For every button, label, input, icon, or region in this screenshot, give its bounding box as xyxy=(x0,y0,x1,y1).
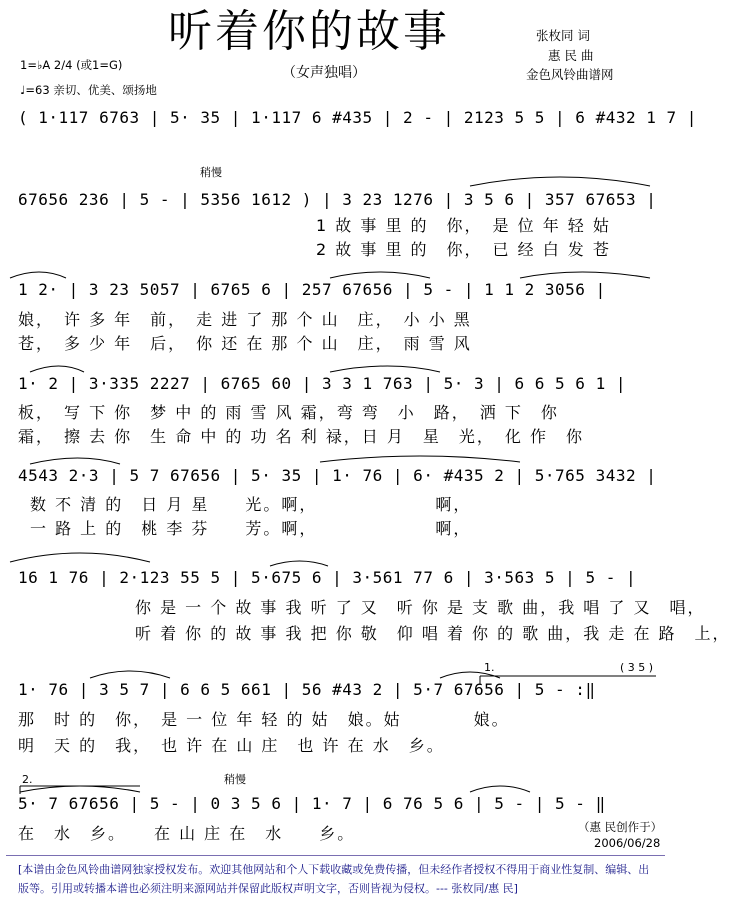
lyric-row-7-verse-1: 那 时 的 你， 是 一 位 年 轻 的 姑 娘。姑 娘。 xyxy=(18,710,510,729)
composer-credit: 惠 民 曲 xyxy=(548,48,594,63)
site-credit: 金色风铃曲谱网 xyxy=(526,67,614,82)
lyric-row-4-verse-1: 板， 写 下 你 梦 中 的 雨 雪 风 霜，弯 弯 小 路， 洒 下 你 xyxy=(18,403,559,422)
lyric-row-5-verse-2: 一 路 上 的 桃 李 芬 芳。啊， 啊， xyxy=(30,519,472,538)
copyright-footer xyxy=(6,855,665,901)
lyric-row-6-verse-2: 听 着 你 的 故 事 我 把 你 敬 仰 唱 着 你 的 歌 曲，我 走 在 路 上， xyxy=(135,624,731,643)
lyric-row-5-verse-1: 数 不 清 的 日 月 星 光。啊， 啊， xyxy=(30,495,472,514)
ending-label-2: 2. xyxy=(22,773,33,786)
lyric-row-3-verse-2: 苍， 多 少 年 后， 你 还 在 那 个 山 庄， 雨 雪 风 xyxy=(18,334,472,353)
lyric-row-4-verse-2: 霜， 擦 去 你 生 命 中 的 功 名 利 禄，日 月 星 光， 化 作 你 xyxy=(18,427,584,446)
song-title: 听着你的故事 xyxy=(168,6,450,57)
tempo-marking: ♩=63 亲切、优美、颂扬地 xyxy=(20,83,157,97)
song-subtitle: （女声独唱） xyxy=(282,65,366,81)
notation-row-1: ( 1·117 6763 | 5· 35 | 1·117 6 #435 | 2 - | 2123 5 5 | 6 #432 1 7 | xyxy=(18,108,697,127)
notation-row-7: 1· 76 | 3 5 7 | 6 6 5 661 | 56 #43 2 | 5·7 67656 | 5 - :‖ xyxy=(18,680,596,699)
expression-mark-2: 稍慢 xyxy=(224,773,246,786)
lyric-row-8: 在 水 乡。 在 山 庄 在 水 乡。 xyxy=(18,824,356,843)
notation-row-6: 16 1 76 | 2·123 55 5 | 5·675 6 | 3·561 77 6 | 3·563 5 | 5 - | xyxy=(18,568,637,587)
notation-row-4: 1· 2 | 3·335 2227 | 6765 60 | 3 3 1 763 | 5· 3 | 6 6 5 6 1 | xyxy=(18,374,626,393)
notation-row-3: 1 2· | 3 23 5057 | 6765 6 | 257 67656 | 5 - | 1 1 2 3056 | xyxy=(18,280,606,299)
composition-date: 2006/06/28 xyxy=(594,836,661,850)
copyright-text: [本谱由金色风铃曲谱网独家授权发布。欢迎其他网站和个人下载收藏或免费传播，但未经作者授权不得用于商业性复制、编辑、出版等。引用或转播本谱也必须注明来源网站并保留此版权声明文字，否则皆视为侵权。--- 张枚同/惠 民] xyxy=(18,863,650,895)
lyric-row-3-verse-1: 娘， 许 多 年 前， 走 进 了 那 个 山 庄， 小 小 黑 xyxy=(18,310,472,329)
author-note: （惠 民创作于） xyxy=(578,820,663,834)
lyric-row-2-verse-1: 1 故 事 里 的 你， 是 位 年 轻 姑 xyxy=(316,216,611,235)
lyric-row-6-verse-1: 你 是 一 个 故 事 我 听 了 又 听 你 是 支 歌 曲，我 唱 了 又 唱， xyxy=(135,598,706,617)
notation-row-2: 67656 236 | 5 - | 5356 1612 ) | 3 23 1276 | 3 5 6 | 357 67653 | xyxy=(18,190,657,209)
expression-mark: 稍慢 xyxy=(200,166,222,179)
lyric-row-7-verse-2: 明 天 的 我， 也 许 在 山 庄 也 许 在 水 乡。 xyxy=(18,736,445,755)
notation-row-5: 4543 2·3 | 5 7 67656 | 5· 35 | 1· 76 | 6· #435 2 | 5·765 3432 | xyxy=(18,466,657,485)
notation-row-8: 5· 7 67656 | 5 - | 0 3 5 6 | 1· 7 | 6 76 5 6 | 5 - | 5 - ‖ xyxy=(18,794,606,813)
volta-mark: ( 3 5 ) xyxy=(620,661,654,674)
key-signature: 1=♭A 2/4 (或1=G) xyxy=(20,58,123,72)
lyricist-credit: 张枚同 词 xyxy=(536,28,590,43)
lyric-row-2-verse-2: 2 故 事 里 的 你， 已 经 白 发 苍 xyxy=(316,240,611,259)
ending-label-1: 1. xyxy=(484,661,495,674)
